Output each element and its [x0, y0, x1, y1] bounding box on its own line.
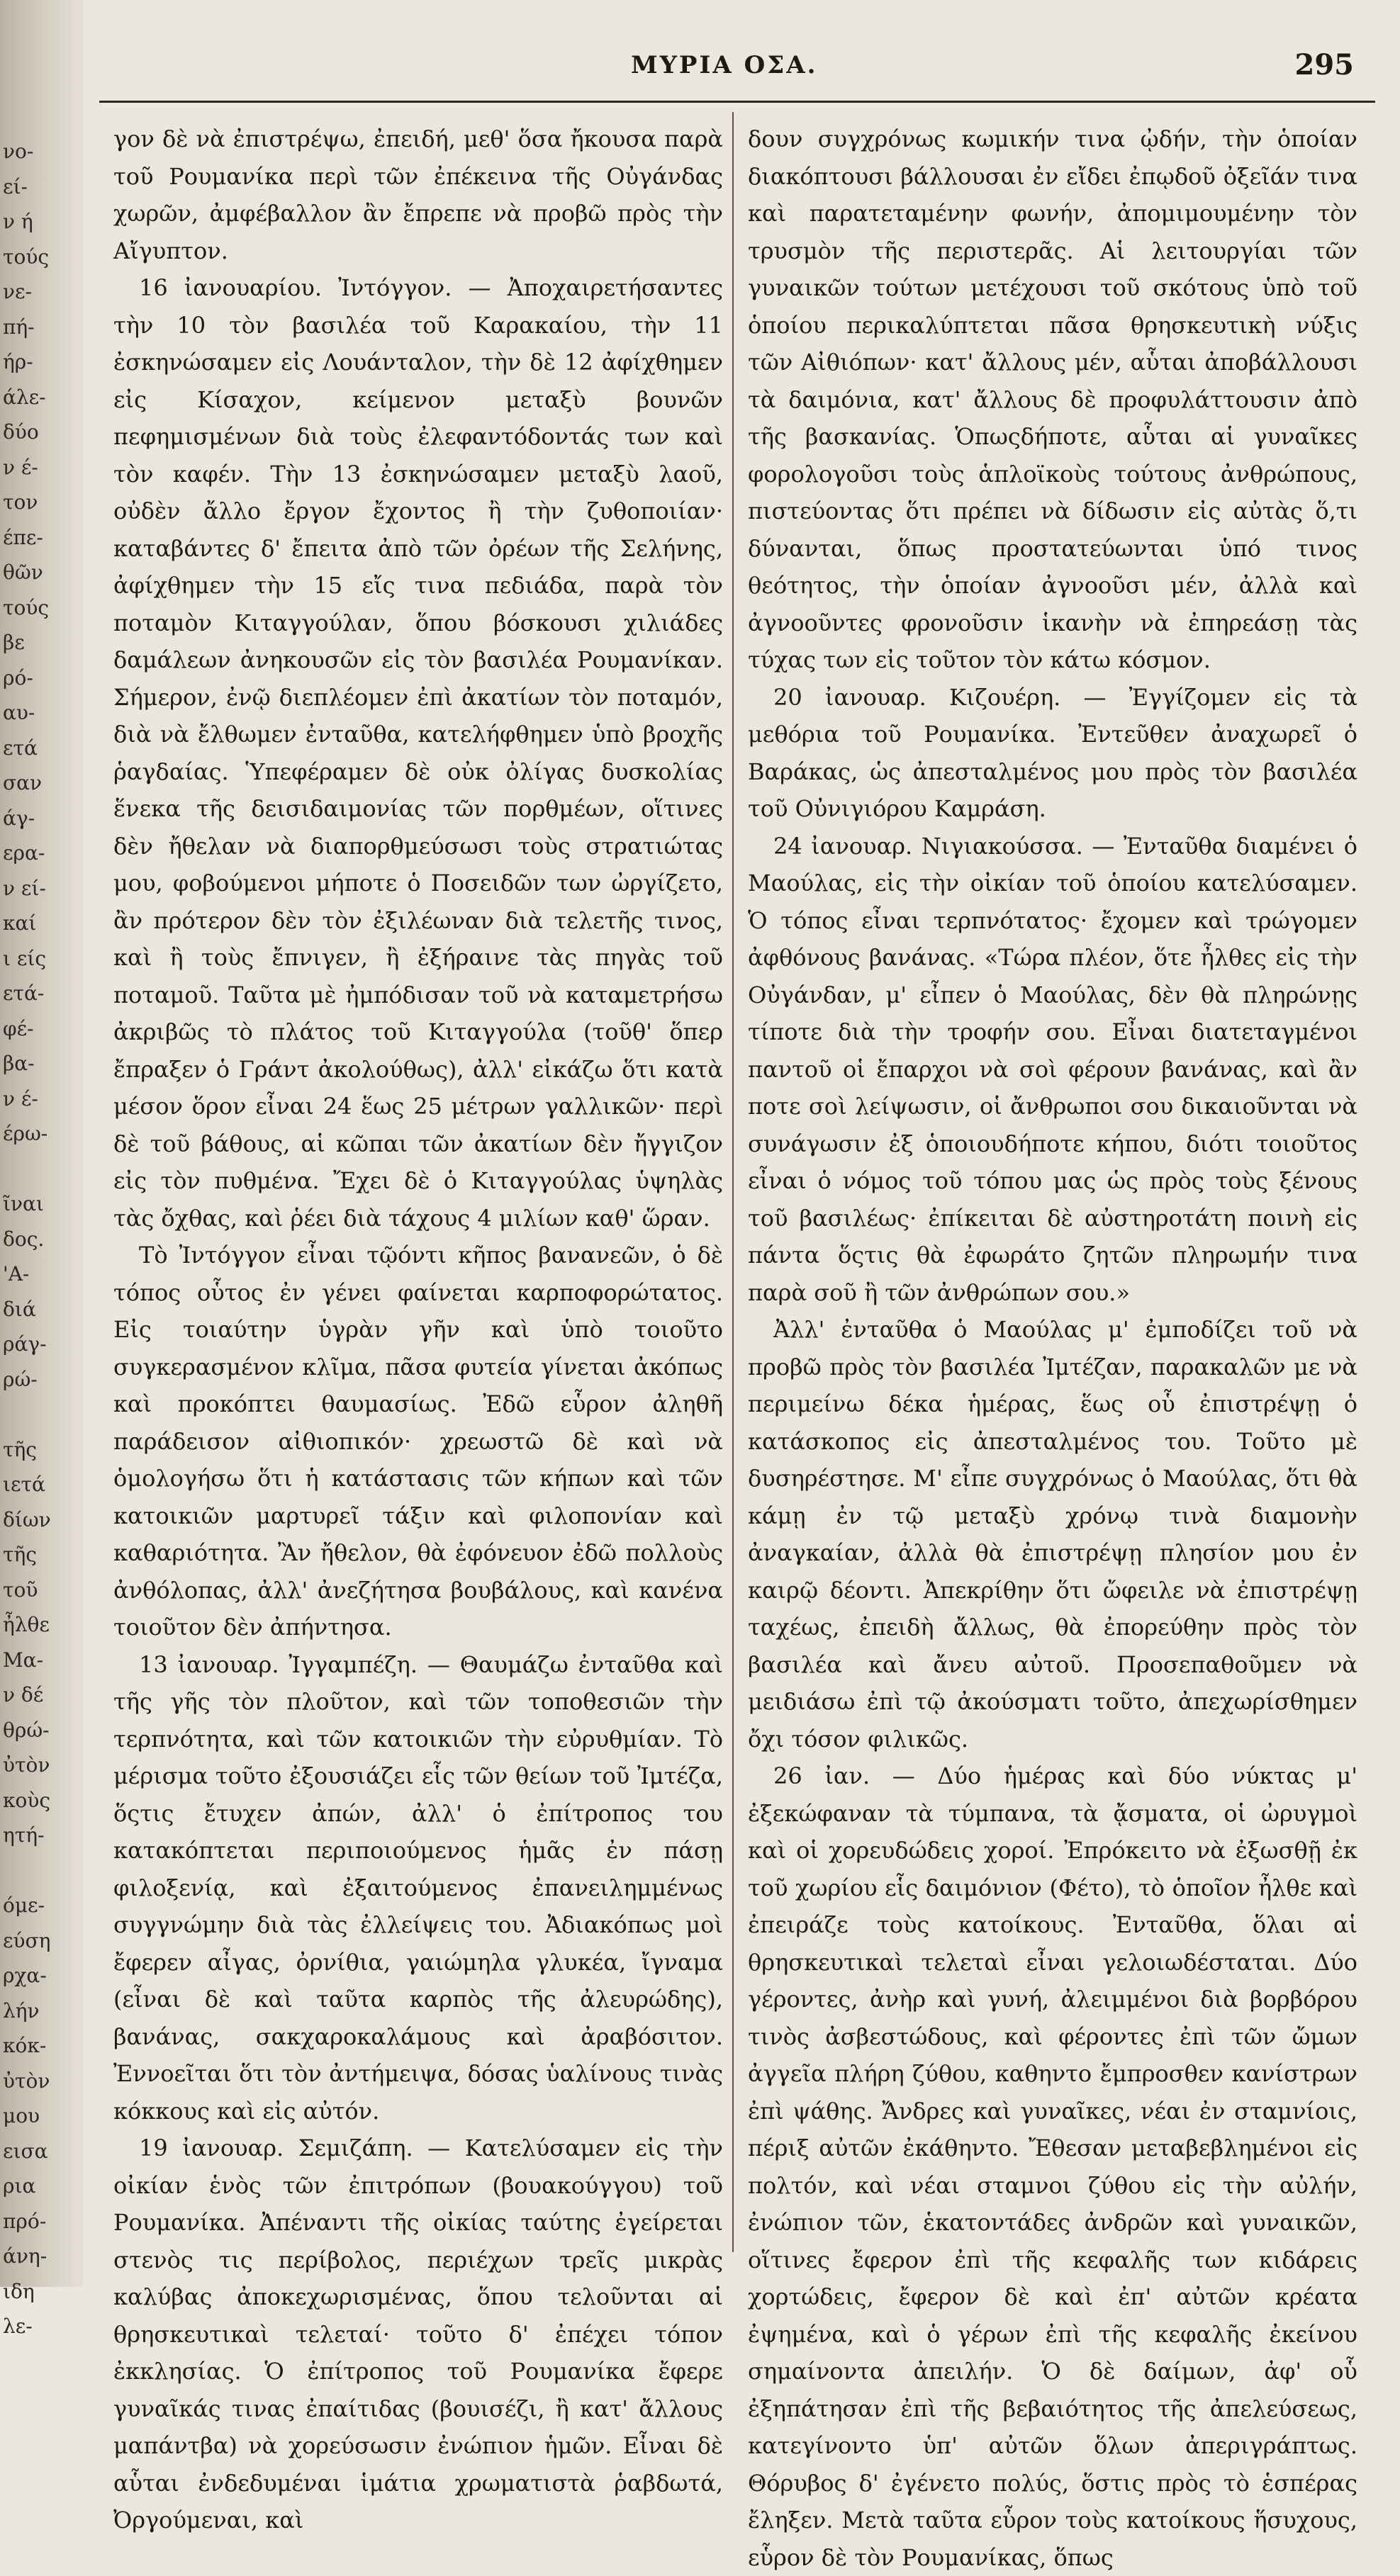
paragraph: 26 ἰαν. — Δύο ἡμέρας καὶ δύο νύκτας μ' ἐξεκώφαναν τὰ τύμπανα, τὰ ᾄσματα, οἱ ὠρυγμοὶ καὶ οἱ χορευδώδεις χοροί. Ἐπρόκειτο νὰ ἐξωσθῇ ἐκ τοῦ χωρίου εἷς δαιμόνιον (Φέτο), τὸ ὁποῖον ἦλθε καὶ ἐπειράζε τοὺς κατοίκους. Ἐνταῦθα, ὅλαι αἱ θρησκευτικαὶ τελεταὶ εἶναι γελοιωδέσταται. Δύο γέροντες, ἀνὴρ καὶ γυνή, ἀλειμμένοι διὰ βορβόρου τινὸς ἀσβεστώδους, καὶ φέροντες ἐπὶ τῶν ὤμων ἀγγεῖα πλήρη ζύθου, καθηντο ἔμπροσθεν κανίστρων ἐπὶ ψάθης. Ἄνδρες καὶ γυναῖκες, νέαι ἐν σταμνίοις, πέριξ αὐτῶν ἐκάθηντο. Ἔθεσαν μεταβεβλημένοι εἰς πολτόν, καὶ νέαι σταμνοι ζύθου εἰς τὴν αὐλήν, ἐνώπιον τῶν, ἑκατοντάδες ἀνδρῶν καὶ γυναικῶν, οἵτινες ἔφερον ἐπὶ τῆς κεφαλῆς των κιδάρεις χορτώδεις, ἔφερον δὲ καὶ ἐπ' αὐτῶν κρέατα ἐψημένα, καὶ ὁ γέρων ἐπὶ τῆς κεφαλῆς ἐκείνου σημαίνοντα ἀπειλήν. Ὁ δὲ δαίμων, ἀφ' οὗ ἐξηπάτησαν ἐπὶ τῆς βεβαιότητος τῆς ἀπελεύσεως, κατεγίνοντο ὑπ' αὐτῶν ὅλων ἀπεριγράπτως. Θόρυβος δ' ἐγένετο πολύς, ὅστις πρὸς τὸ ἑσπέρας ἔληξεν. Μετὰ ταῦτα εὗρον τοὺς κατοίκους ἥσυχους, εὗρον δὲ τὸν Ρουμανίκας, ὅπως: [748, 1762, 1357, 2571]
gutter-fragment: καί: [3, 911, 37, 935]
gutter-fragment: Μα-: [3, 1648, 44, 1672]
book-page: [99, 28, 1389, 2571]
gutter-fragment: ν εί-: [3, 876, 46, 900]
paragraph: Τὸ Ἰντόγγον εἶναι τῷόντι κῆπος βανανεῶν, ὁ δὲ τόπος οὗτος ἐν γένει φαίνεται καρποφορώτατος. Εἰς τοιαύτην ὑγρὰν γῆν καὶ ὑπὸ τοιοῦτο συγκερασμένον κλῖμα, πᾶσα φυτεία γίνεται ἀκόπως καὶ προκόπτει θαυμασίως. Ἐδῶ εὗρον ἀληθῆ παράδεισον αἰθιοπικόν· χρεωστῶ δὲ καὶ νὰ ὁμολογήσω ὅτι ἡ κατάστασις τῶν κήπων καὶ τῶν κατοικιῶν μαρτυρεῖ τάξιν καὶ φιλοπονίαν καὶ καθαριότητα. Ἂν ἤθελον, θὰ ἐφόνευον ἐδῶ πολλοὺς ἀνθόλοπας, ἀλλ' ἀνεζήτησα βουβάλους, καὶ κανένα τοιοῦτον δὲν ἀπήντησα.: [113, 1242, 723, 1641]
gutter-fragment: ρώ-: [3, 1367, 38, 1391]
gutter-fragment: σαν: [3, 771, 43, 794]
gutter-fragment: όμε-: [3, 1894, 45, 1917]
gutter-fragment: δος.: [3, 1227, 45, 1251]
gutter-fragment: ν δέ: [3, 1683, 44, 1706]
gutter-fragment: ιετά: [3, 1473, 45, 1496]
gutter-fragment: δίων: [3, 1507, 51, 1531]
gutter-fragment: ν έ-: [3, 1086, 38, 1110]
gutter-fragment: τούς: [3, 244, 50, 269]
page-header: [99, 41, 1375, 91]
gutter-fragment: βα-: [3, 1052, 35, 1075]
gutter-fragment: αυ-: [3, 701, 35, 724]
gutter-fragment: άλε-: [3, 385, 46, 409]
gutter-fragment: άνη-: [3, 2244, 47, 2268]
paragraph: δουν συγχρόνως κωμικήν τινα ᾠδήν, τὴν ὁποίαν διακόπτουσι βάλλουσαι ἐν εἴδει ἐπῳδοῦ ὀξεῖάν τινα καὶ παρατεταμένην φωνήν, ἀπομιμουμένην τὸν τρυσμὸν τῆς περιστερᾶς. Αἱ λειτουργίαι τῶν γυναικῶν τούτων μετέχουσι τοῦ σκότους ὑπὸ τοῦ ὁποίου περικαλύπτεται πᾶσα θρησκευτικὴ νύξις τῶν Αἰθιόπων· κατ' ἄλλους μέν, αὗται ἀποβάλλουσι τὰ δαιμόνια, κατ' ἄλλους δὲ προφυλάττουσιν ἀπὸ τῆς βασκανίας. Ὁπωςδήποτε, αὗται αἱ γυναῖκες φορολογοῦσι τοὺς ἁπλοϊκοὺς τούτους ἀνθρώπους, πιστεύοντας ὅτι πρέπει νὰ δίδωσιν εἰς αὐτὰς ὅ,τι δύνανται, ὅπως προστατεύωνται ὑπό τινος θεότητος, τὴν ὁποίαν ἀγνοοῦσι μέν, ἀλλὰ καὶ ἀγνοοῦντες φρονοῦσιν ἱκανὴν νὰ ἐπηρεάσῃ τὰς τύχας των εἰς τοῦτον τὸν κάτω κόσμον.: [748, 125, 1357, 673]
gutter-fragment: ερα-: [3, 841, 45, 865]
gutter-fragment: τῆς: [3, 1437, 37, 1461]
gutter-fragment: νε-: [3, 280, 32, 303]
gutter-fragment: ρχα-: [3, 1964, 47, 1987]
gutter-fragment: κόκ-: [3, 2034, 47, 2057]
gutter-fragment: εύση: [3, 1928, 51, 1952]
adjacent-page-edge: [0, 0, 84, 2338]
gutter-fragment: βε: [3, 631, 25, 654]
paragraph: 24 ἰανουαρ. Νιγιακούσσα. — Ἐνταῦθα διαμένει ὁ Μαούλας, εἰς τὴν οἰκίαν τοῦ ὁποίου κατελύσαμεν. Ὁ τόπος εἶναι τερπνότατος· ἔχομεν καὶ τρώγομεν ἀφθόνους βανάνας. «Τώρα πλέον, ὅτε ἦλθες εἰς τὴν Οὐγάνδαν, μ' εἶπεν ὁ Μαούλας, δὲν θὰ πληρώνῃς τίποτε διὰ τὴν τροφήν σου. Εἶναι διατεταγμένοι παντοῦ οἱ ἔπαρχοι νὰ σοὶ φέρουν βανάνας, καὶ ἂν ποτε σοὶ λείψωσιν, οἱ ἄνθρωποι σου δικαιοῦνται νὰ συνάγωσιν ἐξ ὁποιουδήποτε κήπου, διότι τοιοῦτος εἶναι ὁ νόμος τοῦ τόπου μας ὡς πρὸς τοὺς ξένους τοῦ βασιλέως· ἐπίκειται δὲ αὐστηροτάτη ποινὴ εἰς πάντα ὅςτις θὰ ἐφωράτο ζητῶν πληρωμήν τινα παρὰ σοῦ ἢ τῶν ἀνθρώπων σου.»: [748, 832, 1357, 1306]
gutter-fragment: ν ή: [3, 210, 33, 233]
gutter-fragment: ιδη: [3, 2279, 35, 2303]
gutter-fragment: έρω-: [3, 1122, 48, 1145]
gutter-fragment: ήρ-: [3, 350, 33, 373]
column-divider: [732, 112, 734, 2252]
gutter-fragment: τον: [3, 490, 38, 514]
gutter-fragment: ετά-: [3, 982, 45, 1005]
gutter-fragment: έπε-: [3, 525, 43, 549]
gutter-fragment: ητή-: [3, 1823, 45, 1847]
left-column: [113, 120, 723, 2533]
gutter-fragment: θῶν: [3, 561, 43, 584]
gutter-fragment: τούς: [3, 595, 50, 619]
gutter-fragment: τοῦ: [3, 1577, 38, 1602]
header-rule: [99, 101, 1375, 103]
gutter-fragment: εί-: [3, 174, 28, 198]
gutter-fragment: ῖναι: [3, 1192, 44, 1215]
gutter-fragment: ι είς: [3, 946, 47, 970]
gutter-fragment: 'Α-: [3, 1262, 30, 1286]
gutter-fragment: πρό-: [3, 2209, 47, 2233]
gutter-fragment: ὐτὸν: [3, 2069, 50, 2093]
gutter-fragment: ετά: [3, 736, 38, 760]
gutter-fragment: πή-: [3, 315, 35, 339]
gutter-fragment: ρό-: [3, 665, 33, 690]
paragraph: Ἀλλ' ἐνταῦθα ὁ Μαούλας μ' ἐμποδίζει τοῦ νὰ προβῶ πρὸς τὸν βασιλέα Ἰμτέζαν, παρακαλῶν με νὰ περιμείνω δέκα ἡμέρας, ἕως οὗ ἐπιστρέψῃ ὁ κατάσκοπος εἰς ἀπεσταλμένος του. Τοῦτο μὲ δυσηρέστησε. Μ' εἶπε συγχρόνως ὁ Μαούλας, ὅτι θὰ κάμῃ ἐν τῷ μεταξὺ χρόνῳ τινὰ διαμονὴν ἀναγκαίαν, ἀλλὰ θὰ ἐπιστρέψῃ πλησίον μου ἐν καιρῷ δέοντι. Ἀπεκρίθην ὅτι ὤφειλε νὰ ἐπιστρέψῃ ταχέως, ἐπειδὴ ἄλλως, θὰ ἐπορεύθην πρὸς τὸν βασιλέα καὶ ἄνευ αὐτοῦ. Προσεπαθοῦμεν νὰ μειδιάσω ἐπὶ τῷ ἀκούσματι τοῦτο, ἀπεχωρίσθημεν ὄχι τόσον φιλικῶς.: [748, 1316, 1357, 1753]
paragraph: 19 ἰανουαρ. Σεμιζάπη. — Κατελύσαμεν εἰς τὴν οἰκίαν ἑνὸς τῶν ἐπιτρόπων (βουακούγγου) τοῦ Ρουμανίκα. Ἀπέναντι τῆς οἰκίας ταύτης ἐγείρεται στενὸς τις περίβολος, περιέχων τρεῖς μικρὰς καλύβας ἀποκεχωρισμένας, ὅπου τελοῦνται αἱ θρησκευτικαὶ τελεταί· τοῦτο δ' ἐπέχει τόπον ἐκκλησίας. Ὁ ἐπίτροπος τοῦ Ρουμανίκα ἔφερε γυναῖκάς τινας ἐπαίτιδας (βουισέζι, ἢ κατ' ἄλλους μαπάντβα) νὰ χορεύσωσιν ἐνώπιον ἡμῶν. Εἶναι δὲ αὗται ἐνδεδυμέναι ἱμάτια χρωματιστὰ ῥαβδωτά, Ὀργούμεναι, καὶ: [113, 2135, 723, 2533]
gutter-fragment: άγ-: [3, 806, 35, 830]
page-number: 295: [1294, 48, 1354, 81]
gutter-fragment: ἦλθε: [3, 1613, 50, 1636]
paragraph: γον δὲ νὰ ἐπιστρέψω, ἐπειδή, μεθ' ὅσα ἤκουσα παρὰ τοῦ Ρουμανίκα περὶ τῶν ἐπέκεινα τῆς Οὐγάνδας χωρῶν, ἀμφέβαλλον ἂν ἔπρεπε νὰ προβῶ πρὸς τὴν Αἴγυπτον.: [113, 125, 723, 264]
gutter-fragment: δύο: [3, 420, 39, 444]
gutter-fragment: νο-: [3, 140, 34, 163]
gutter-fragment: εισα: [3, 2139, 48, 2163]
gutter-fragment: διά: [3, 1297, 36, 1321]
paragraph: 13 ἰανουαρ. Ἰγγαμπέζη. — Θαυμάζω ἐνταῦθα καὶ τῆς γῆς τὸν πλοῦτον, καὶ τῶν τοποθεσιῶν τὴν τερπνότητα, καὶ τῶν κατοικιῶν τὴν εὐρυθμίαν. Τὸ μέρισμα τοῦτο ἐξουσιάζει εἷς τῶν θείων τοῦ Ἰμτέζα, ὅςτις ἔτυχεν ἀπών, ἀλλ' ὁ ἐπίτροπος του κατακόπτεται περιποιούμενος ἡμᾶς ἐν πάσῃ φιλοξενίᾳ, καὶ ἐξαιτούμενος ἐπανειλημμένως συγγνώμην διὰ τὰς ἐλλείψεις του. Ἀδιακόπως μοὶ ἔφερεν αἶγας, ὀρνίθια, γαιώμηλα γλυκέα, ἴγναμα (εἶναι δὲ καὶ ταῦτα καρπὸς τῆς ἀλευρώδης), βανάνας, σακχαροκαλάμους καὶ ἀραβόσιτον. Ἐννοεῖται ὅτι τὸν ἀντήμειψα, δόσας ὑαλίνους τινὰς κόκκους καὶ εἰς αὐτόν.: [113, 1650, 723, 2125]
gutter-fragment: θρώ-: [3, 1718, 50, 1742]
right-column: [748, 120, 1357, 2571]
gutter-fragment: λε-: [3, 2315, 33, 2338]
paragraph: 20 ἰανουαρ. Κιζουέρη. — Ἐγγίζομεν εἰς τὰ μεθόρια τοῦ Ρουμανίκα. Ἐντεῦθεν ἀναχωρεῖ ὁ Βαράκας, ὡς ἀπεσταλμένος μου πρὸς τὸν βασιλέα τοῦ Οὐνιγιόρου Καμράση.: [748, 683, 1357, 822]
gutter-fragment: κοὺς: [3, 1788, 51, 1812]
gutter-fragment: μου: [3, 2104, 40, 2127]
gutter-fragment: ν έ-: [3, 455, 38, 479]
paragraph: 16 ἰανουαρίου. Ἰντόγγον. — Ἀποχαιρετήσαντες τὴν 10 τὸν βασιλέα τοῦ Καρακαίου, τὴν 11 ἐσκηνώσαμεν εἰς Λουάνταλον, τὴν δὲ 12 ἀφίχθημεν εἰς Κίσαχον, κείμενον μεταξὺ βουνῶν πεφημισμένων διὰ τοὺς ἐλεφαντόδοντάς των καὶ τὸν καφέν. Τὴν 13 ἐσκηνώσαμεν μεταξὺ λαοῦ, οὐδὲν ἄλλο ἔργον ἔχοντος ἢ τὴν ζυθοποιίαν· καταβάντες δ' ἔπειτα ἀπὸ τῶν ὀρέων τῆς Σελήνης, ἀφίχθημεν τὴν 15 εἴς τινα πεδιάδα, παρὰ τὸν ποταμὸν Κιταγγούλαν, ὅπου βόσκουσι χιλιάδες δαμάλεων ἀνηκουσῶν εἰς τὸν βασιλέα Ρουμανίκαν. Σήμερον, ἐνῷ διεπλέομεν ἐπὶ ἀκατίων τὸν ποταμόν, διὰ νὰ ἔλθωμεν ἐνταῦθα, κατελήφθημεν ὑπὸ βροχῆς ῥαγδαίας. Ὑπεφέραμεν δὲ οὐκ ὀλίγας δυσκολίας ἕνεκα τῆς δεισιδαιμονίας τῶν πορθμέων, οἵτινες δὲν ἤθελαν νὰ διαπορθμεύσωσι τοὺς στρατιώτας μου, φοβούμενοι μήποτε ὁ Ποσειδῶν των ὠργίζετο, ἂν πρότερον δὲν τὸν ἐξιλέωναν διὰ τελετῆς τινος, καὶ ἢ τοὺς ἔπνιγεν, ἢ ἐξήραινε τὰς πηγὰς τοῦ ποταμοῦ. Ταῦτα μὲ ἠμπόδισαν τοῦ νὰ καταμετρήσω ἀκριβῶς τὸ πλάτος τοῦ Κιταγγούλα (τοῦθ' ὅπερ ἔπραξεν ὁ Γράντ ἀκολούθως), ἀλλ' εἰκάζω ὅτι κατὰ μέσον ὅρον εἶναι 24 ἕως 25 μέτρων γαλλικῶν· περὶ δὲ τοῦ βάθους, αἱ κῶπαι τῶν ἀκατίων δὲν ἤγγιζον εἰς τὸν πυθμένα. Ἔχει δὲ ὁ Κιταγγούλας ὑψηλὰς τὰς ὄχθας, καὶ ῥέει διὰ τάχους 4 μιλίων καθ' ὥραν.: [113, 274, 723, 1232]
gutter-fragment: ρια: [3, 2174, 36, 2198]
gutter-fragment: ράγ-: [3, 1332, 47, 1356]
running-title: ΜΥΡΙΑ ΟΣΑ.: [631, 51, 818, 79]
gutter-fragment: φέ-: [3, 1016, 34, 1040]
gutter-fragment: ὐτὸν: [3, 1753, 50, 1777]
gutter-fragment: λήν: [3, 1998, 40, 2023]
gutter-fragment: τῆς: [3, 1543, 37, 1566]
